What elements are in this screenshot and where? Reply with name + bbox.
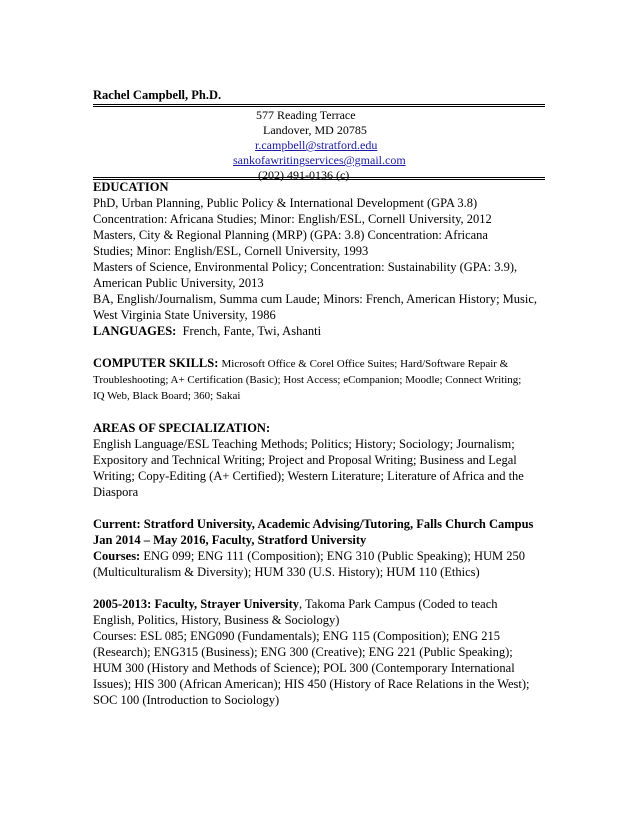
header-rule [93, 104, 545, 107]
address-line-1: 577 Reading Terrace [256, 108, 356, 122]
computer-skills-heading: COMPUTER SKILLS: [93, 356, 219, 370]
strayer-heading: 2005-2013: Faculty, Strayer University [93, 597, 299, 611]
current-line-2: Jan 2014 – May 2016, Faculty, Stratford University [93, 533, 367, 547]
ms-line-2: American Public University, 2013 [93, 276, 264, 290]
strayer-heading-rest: , Takoma Park Campus (Coded to teach [299, 597, 498, 611]
email-link-work[interactable]: r.campbell@stratford.edu [255, 138, 378, 152]
ba-line-2: West Virginia State University, 1986 [93, 308, 276, 322]
candidate-name: Rachel Campbell, Ph.D. [93, 88, 222, 102]
specialization-line-3: Writing; Copy-Editing (A+ Certified); Western Literature; Literature of Africa and the [93, 469, 524, 483]
strayer-line-2: English, Politics, History, Business & Sociology) [93, 613, 340, 627]
education-section [93, 179, 545, 323]
strayer-section [93, 596, 545, 708]
specialization-line-4: Diaspora [93, 485, 139, 499]
languages-text: French, Fante, Twi, Ashanti [182, 324, 322, 338]
mrp-line-2: Studies; Minor: English/ESL, Cornell University, 1993 [93, 244, 369, 258]
phd-line-2: Concentration: Africana Studies; Minor: English/ESL, Cornell University, 2012 [93, 212, 492, 226]
resume-body [93, 179, 545, 708]
mrp-line-1: Masters, City & Regional Planning (MRP) (GPA: 3.8) Concentration: Africana [93, 228, 488, 242]
strayer-line-4: (Research); ENG315 (Business); ENG 300 (Creative); ENG 221 (Public Speaking); [93, 645, 513, 659]
specialization-line-2: Expository and Technical Writing; Project and Proposal Writing; Business and Legal [93, 453, 517, 467]
current-courses-line-2: (Multiculturalism & Diversity); HUM 330 (U.S. History); HUM 110 (Ethics) [93, 565, 480, 579]
ba-line-1: BA, English/Journalism, Summa cum Laude; Minors: French, American History; Music, [93, 292, 538, 306]
current-line-1: Current: Stratford University, Academic Advising/Tutoring, Falls Church Campus [93, 517, 534, 531]
courses-label: Courses: [93, 549, 141, 563]
phd-line-1: PhD, Urban Planning, Public Policy & International Development (GPA 3.8) [93, 196, 478, 210]
languages-section [93, 323, 545, 339]
specialization-heading: AREAS OF SPECIALIZATION: [93, 421, 271, 435]
strayer-line-7: SOC 100 (Introduction to Sociology) [93, 693, 280, 707]
current-position-section [93, 516, 545, 580]
education-heading: EDUCATION [93, 180, 169, 194]
specialization-line-1: English Language/ESL Teaching Methods; Politics; History; Sociology; Journalism; [93, 437, 515, 451]
strayer-line-6: Issues); HIS 300 (African American); HIS 450 (History of Race Relations in the West); [93, 677, 530, 691]
address-line-2: Landover, MD 20785 [263, 123, 367, 137]
computer-skills-section [93, 355, 545, 404]
ms-line-1: Masters of Science, Environmental Policy; Concentration: Sustainability (GPA: 3.9), [93, 260, 518, 274]
languages-heading: LANGUAGES: [93, 324, 177, 338]
current-courses-line-1: ENG 099; ENG 111 (Composition); ENG 310 (Public Speaking); HUM 250 [143, 549, 526, 563]
specialization-section [93, 420, 545, 500]
computer-skills-line-2: Troubleshooting; A+ Certification (Basic); Host Access; eCompanion; Moodle; Connect Writing; [93, 374, 522, 386]
phone-number: (202) 491-0136 (c) [258, 168, 350, 182]
computer-skills-line-3: IQ Web, Black Board; 360; Sakai [93, 390, 241, 402]
email-link-personal[interactable]: sankofawritingservices@gmail.com [233, 153, 406, 167]
strayer-line-3: Courses: ESL 085; ENG090 (Fundamentals); ENG 115 (Composition); ENG 215 [93, 629, 501, 643]
strayer-line-5: HUM 300 (History and Methods of Science); POL 300 (Contemporary International [93, 661, 515, 675]
computer-skills-line-1: Microsoft Office & Corel Office Suites; Hard/Software Repair & [221, 358, 509, 370]
